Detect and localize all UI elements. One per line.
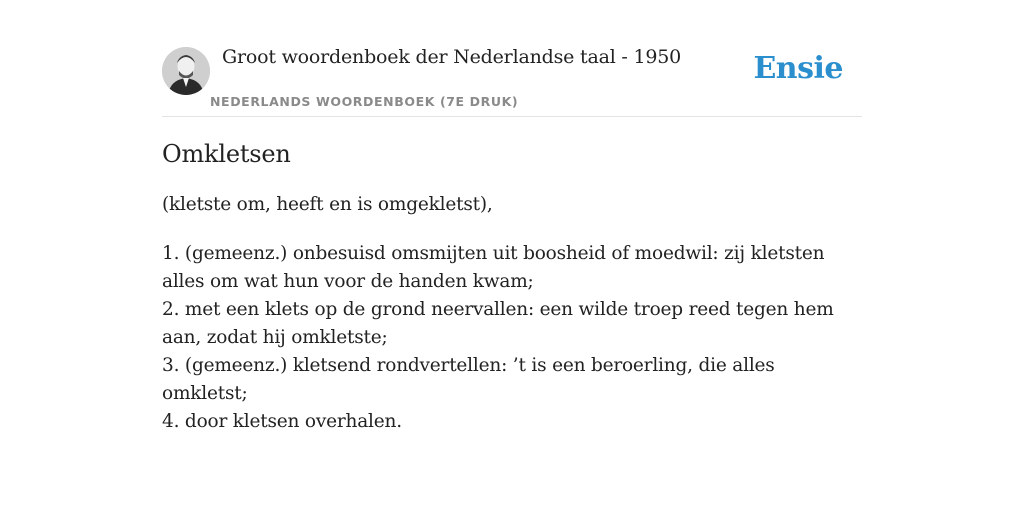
definition-item: 1. (gemeenz.) onbesuisd omsmijten uit boosheid of moedwil: zij kletsten alles om wat hun voor de handen kwam;: [162, 243, 825, 292]
definition-item: 4. door kletsen overhalen.: [162, 411, 402, 432]
brand-logo[interactable]: Ensie: [753, 51, 843, 86]
source-header: [162, 0, 862, 117]
entry-intro: (kletste om, heeft en is omgekletst),: [162, 194, 493, 215]
source-avatar[interactable]: [162, 47, 210, 95]
source-subtitle[interactable]: NEDERLANDS WOORDENBOEK (7E DRUK): [210, 94, 519, 109]
source-title[interactable]: Groot woordenboek der Nederlandse taal - 1950: [222, 46, 682, 68]
entry-card: [162, 0, 862, 512]
definition-list: [162, 240, 862, 436]
entry-title: Omkletsen: [162, 140, 291, 168]
definition-item: 2. met een klets op de grond neervallen: een wilde troep reed tegen hem aan, zodat hij omkletste;: [162, 299, 834, 348]
portrait-photo-icon: [162, 47, 210, 95]
definition-item: 3. (gemeenz.) kletsend rondvertellen: ’t is een beroerling, die alles omkletst;: [162, 355, 775, 404]
